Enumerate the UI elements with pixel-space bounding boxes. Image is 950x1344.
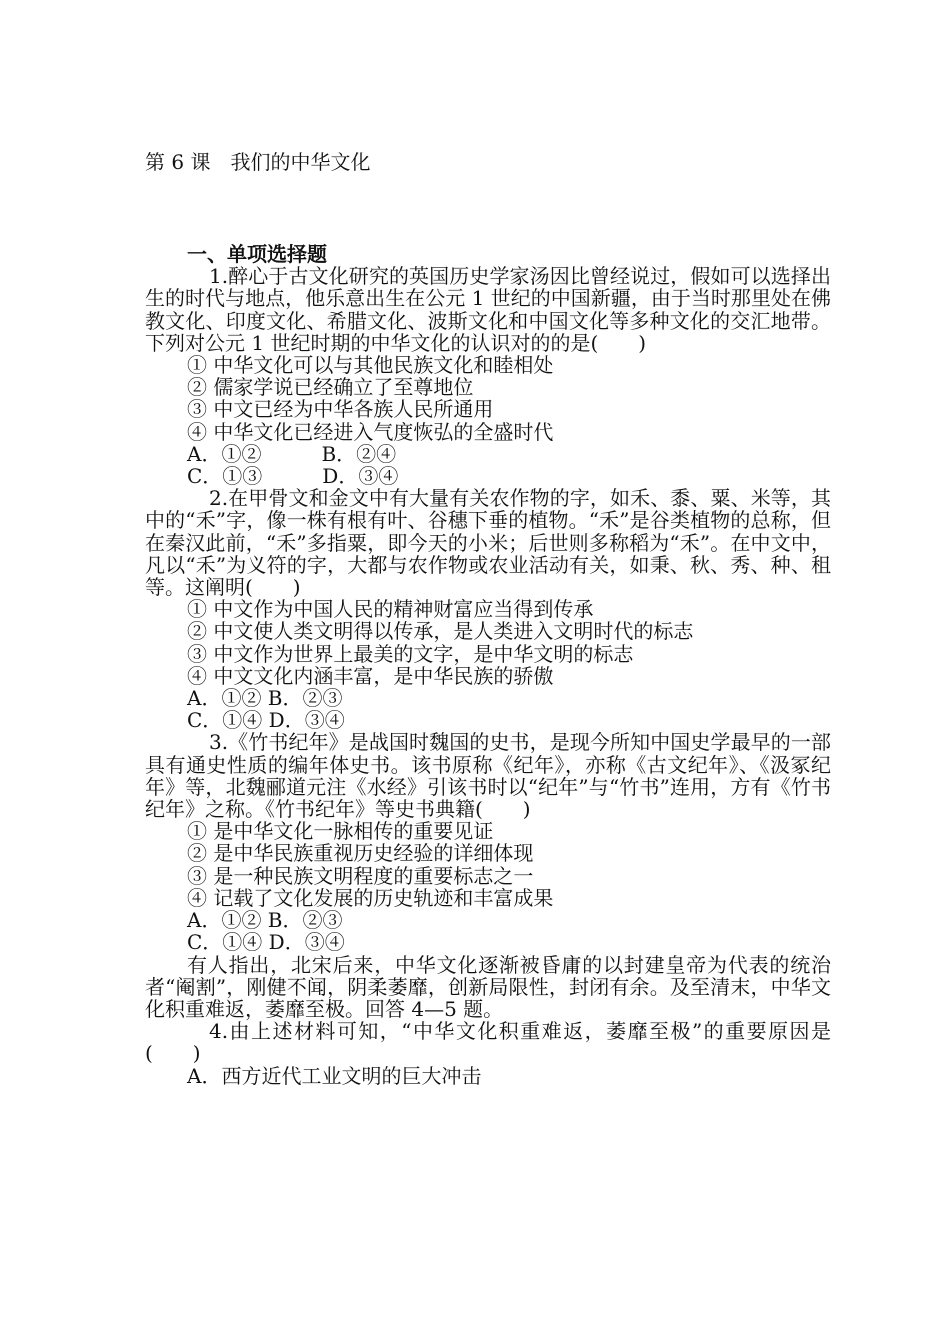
question-3-choices-ab: A．①② B．②③ (187, 908, 343, 933)
question-1-statement-3: ③ 中文已经为中华各族人民所通用 (187, 397, 494, 422)
question-2-statement-4: ④ 中文文化内涵丰富，是中华民族的骄傲 (187, 663, 554, 688)
question-2-statement-3: ③ 中文作为世界上最美的文字，是中华文明的标志 (187, 641, 634, 666)
question-3-statement-4: ④ 记载了文化发展的历史轨迹和丰富成果 (187, 885, 554, 910)
question-3-choices-cd: C．①④ D．③④ (187, 930, 345, 955)
question-4-choice-a: A．西方近代工业文明的巨大冲击 (187, 1063, 482, 1088)
question-1-choices-ab: A．①② B．②④ (187, 441, 397, 466)
question-4-stem: 4.由上述材料可知，“中华文化积重难返，萎靡至极”的重要原因是( ) (145, 1019, 831, 1066)
question-1-statement-1: ① 中华文化可以与其他民族文化和睦相处 (187, 353, 554, 378)
question-3-statement-3: ③ 是一种民族文明程度的重要标志之一 (187, 863, 534, 888)
reading-material: 有人指出，北宋后来，中华文化逐渐被昏庸的以封建皇帝为代表的统治者“阉割”，刚健不闻，阴柔萎靡，创新局限性，封闭有余。及至清末，中华文化积重难返，萎靡至极。回答 4—5 题。 (145, 952, 831, 1021)
question-1-stem: 1.醉心于古文化研究的英国历史学家汤因比曾经说过，假如可以选择出生的时代与地点，他乐意出生在公元 1 世纪的中国新疆，由于当时那里处在佛教文化、印度文化、希腊文化、波斯文化和中国文化等多种文化的交汇地带。下列对公元 1 世纪时期的中华文化的认识对的的是( ) (145, 264, 831, 355)
question-2-choices-cd: C．①④ D．③④ (187, 708, 345, 733)
question-2-stem: 2.在甲骨文和金文中有大量有关农作物的字，如禾、黍、粟、米等，其中的“禾”字，像一株有根有叶、谷穗下垂的植物。“禾”是谷类植物的总称，但在秦汉此前，“禾”多指粟，即今天的小米；后世则多称稻为“禾”。在中文中，凡以“禾”为义符的字，大都与农作物或农业活动有关，如秉、秋、秀、种、租等。这阐明( ) (145, 486, 831, 600)
question-3-stem: 3.《竹书纪年》是战国时魏国的史书，是现今所知中国史学最早的一部具有通史性质的编年体史书。该书原称《纪年》，亦称《古文纪年》、《汲冢纪年》等，北魏郦道元注《水经》引该书时以“纪年”与“竹书”连用，方有《竹书纪年》之称。《竹书纪年》等史书典籍( ) (145, 730, 831, 822)
section-heading: 一、单项选择题 (187, 242, 327, 266)
question-2-statement-1: ① 中文作为中国人民的精神财富应当得到传承 (187, 597, 594, 622)
question-3-statement-1: ① 是中华文化一脉相传的重要见证 (187, 819, 494, 844)
question-content (145, 243, 831, 1087)
question-2-statement-2: ② 中文使人类文明得以传承，是人类进入文明时代的标志 (187, 619, 694, 644)
question-1-choices-cd: C．①③ D．③④ (187, 464, 399, 489)
question-2-choices-ab: A．①② B．②③ (187, 686, 343, 711)
lesson-title: 第 6 课 我们的中华文化 (145, 150, 371, 174)
question-3-statement-2: ② 是中华民族重视历史经验的详细体现 (187, 841, 534, 866)
question-1-statement-2: ② 儒家学说已经确立了至尊地位 (187, 375, 474, 400)
question-1-statement-4: ④ 中华文化已经进入气度恢弘的全盛时代 (187, 419, 554, 444)
